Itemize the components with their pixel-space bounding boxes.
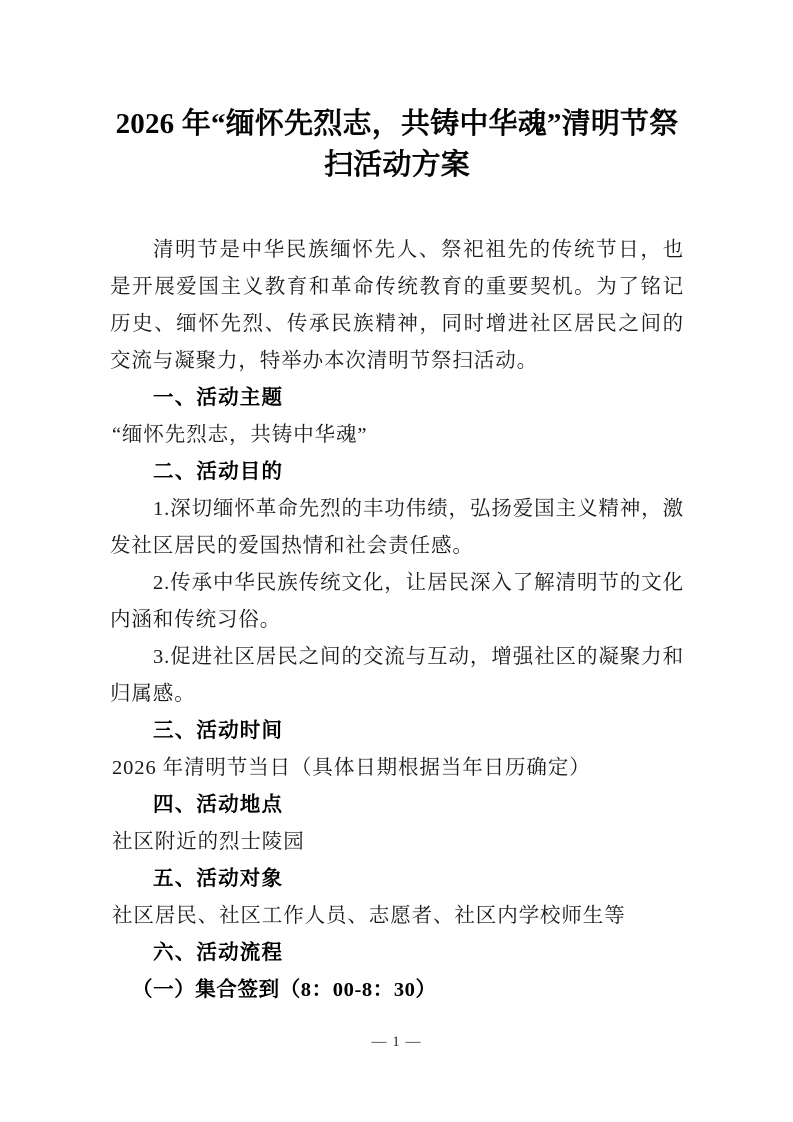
page-number: — 1 — [371, 1034, 422, 1050]
paragraph-step1: （一）集合签到（8：00-8：30） [132, 979, 437, 1001]
paragraph-goal3: 3.促进社区居民之间的交流与互动，增强社区的凝聚力和归属感。 [110, 646, 684, 705]
paragraph-theme: “缅怀先烈志，共铸中华魂” [112, 424, 368, 446]
paragraph-goal1: 1.深切缅怀革命先烈的丰功伟绩，弘扬爱国主义精神，激发社区居民的爱国热情和社会责任感。 [110, 498, 684, 557]
paragraph-h4: 四、活动地点 [153, 794, 284, 816]
page-title: 2026 年“缅怀先烈志，共铸中华魂”清明节祭扫活动方案 [115, 108, 679, 181]
paragraph-h3: 三、活动时间 [153, 720, 284, 742]
paragraph-audience: 社区居民、社区工作人员、志愿者、社区内学校师生等 [112, 905, 626, 927]
paragraph-place: 社区附近的烈士陵园 [112, 831, 305, 853]
paragraph-h1: 一、活动主题 [153, 387, 284, 409]
document-body [110, 232, 684, 1009]
paragraph-goal2: 2.传承中华民族传统文化，让居民深入了解清明节的文化内涵和传统习俗。 [110, 572, 684, 631]
paragraph-h2: 二、活动目的 [153, 461, 284, 483]
paragraph-h6: 六、活动流程 [153, 942, 284, 964]
paragraph-time: 2026 年清明节当日（具体日期根据当年日历确定） [112, 757, 591, 779]
paragraph-h5: 五、活动对象 [153, 868, 284, 890]
paragraph-intro: 清明节是中华民族缅怀先人、祭祀祖先的传统节日，也是开展爱国主义教育和革命传统教育的重要契机。为了铭记历史、缅怀先烈、传承民族精神，同时增进社区居民之间的交流与凝聚力，特举办本次清明节祭扫活动。 [110, 239, 684, 372]
